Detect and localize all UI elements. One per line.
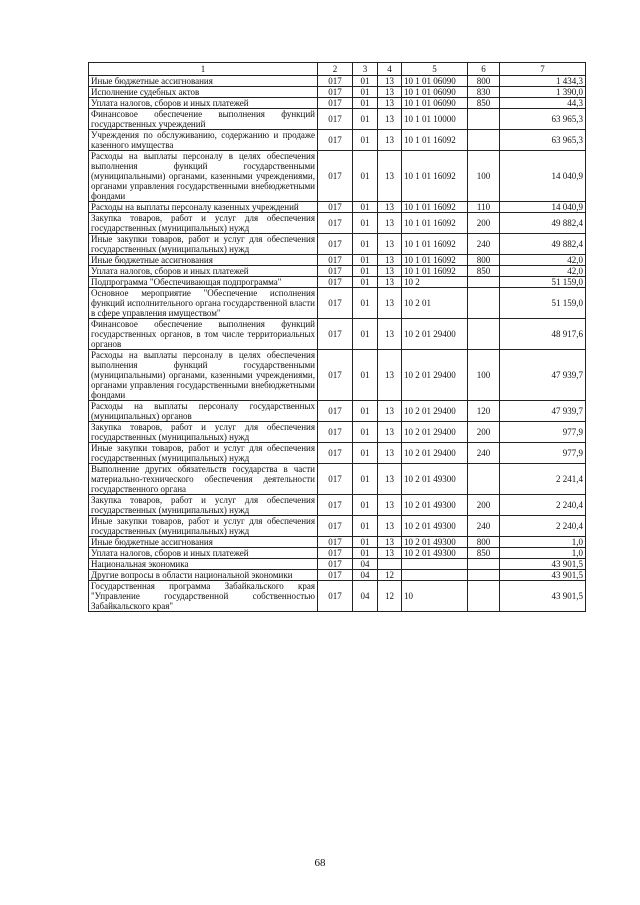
cell-section: 01 (353, 401, 378, 422)
cell-expense-type: 100 (468, 151, 500, 202)
cell-target-article (402, 559, 468, 570)
table-body (89, 76, 586, 612)
cell-name: Исполнение судебных актов (89, 87, 318, 98)
cell-section: 04 (353, 559, 378, 570)
cell-name: Расходы на выплаты персоналу в целях обеспечения выполнения функций государственными (муниципальными) органами, казенными учреждениями, органами управления государственными внебюджетными фондами (89, 350, 318, 401)
cell-subsection: 12 (378, 581, 402, 612)
cell-subsection: 13 (378, 422, 402, 443)
table-row (89, 570, 586, 581)
cell-name: Уплата налогов, сборов и иных платежей (89, 266, 318, 277)
cell-amount: 49 882,4 (500, 213, 586, 234)
cell-section: 01 (353, 213, 378, 234)
cell-target-article: 10 1 01 16092 (402, 255, 468, 266)
cell-expense-type: 850 (468, 266, 500, 277)
cell-ministry-code: 017 (318, 464, 353, 495)
cell-ministry-code: 017 (318, 548, 353, 559)
cell-subsection: 13 (378, 537, 402, 548)
cell-ministry-code: 017 (318, 151, 353, 202)
cell-name: Расходы на выплаты персоналу казенных учреждений (89, 202, 318, 213)
cell-ministry-code: 017 (318, 350, 353, 401)
page-number: 68 (314, 857, 326, 869)
cell-amount: 42,0 (500, 266, 586, 277)
table-row (89, 464, 586, 495)
cell-target-article: 10 2 01 49300 (402, 516, 468, 537)
table-row (89, 98, 586, 109)
cell-ministry-code: 017 (318, 277, 353, 288)
cell-target-article (402, 570, 468, 581)
table-row (89, 548, 586, 559)
table-row (89, 422, 586, 443)
table-row (89, 288, 586, 319)
cell-subsection: 12 (378, 570, 402, 581)
cell-section: 01 (353, 76, 378, 87)
cell-subsection: 13 (378, 213, 402, 234)
cell-name: Государственная программа Забайкальского края "Управление государственной собственностью Забайкальского края" (89, 581, 318, 612)
cell-expense-type: 850 (468, 98, 500, 109)
cell-subsection: 13 (378, 288, 402, 319)
cell-expense-type (468, 130, 500, 151)
cell-ministry-code: 017 (318, 255, 353, 266)
cell-subsection: 13 (378, 319, 402, 350)
cell-section: 01 (353, 255, 378, 266)
cell-target-article: 10 1 01 16092 (402, 130, 468, 151)
cell-name: Национальная экономика (89, 559, 318, 570)
cell-subsection: 13 (378, 98, 402, 109)
cell-target-article: 10 2 01 29400 (402, 443, 468, 464)
cell-section: 01 (353, 234, 378, 255)
cell-subsection: 13 (378, 76, 402, 87)
table-row (89, 130, 586, 151)
cell-amount: 51 159,0 (500, 277, 586, 288)
cell-ministry-code: 017 (318, 570, 353, 581)
cell-subsection: 13 (378, 109, 402, 130)
cell-expense-type (468, 109, 500, 130)
cell-ministry-code: 017 (318, 319, 353, 350)
cell-name: Иные бюджетные ассигнования (89, 537, 318, 548)
table-row (89, 559, 586, 570)
cell-expense-type: 240 (468, 516, 500, 537)
cell-section: 01 (353, 516, 378, 537)
cell-ministry-code: 017 (318, 202, 353, 213)
cell-subsection: 13 (378, 495, 402, 516)
cell-ministry-code: 017 (318, 213, 353, 234)
cell-target-article: 10 2 01 29400 (402, 422, 468, 443)
cell-name: Закупка товаров, работ и услуг для обеспечения государственных (муниципальных) нужд (89, 495, 318, 516)
cell-section: 01 (353, 495, 378, 516)
cell-amount: 977,9 (500, 443, 586, 464)
cell-section: 01 (353, 422, 378, 443)
table-row (89, 234, 586, 255)
cell-expense-type: 240 (468, 234, 500, 255)
cell-name: Финансовое обеспечение выполнения функций государственных учреждений (89, 109, 318, 130)
cell-expense-type (468, 319, 500, 350)
cell-expense-type: 120 (468, 401, 500, 422)
cell-subsection: 13 (378, 401, 402, 422)
cell-target-article: 10 1 01 06090 (402, 76, 468, 87)
cell-expense-type (468, 288, 500, 319)
cell-amount: 1,0 (500, 537, 586, 548)
cell-subsection: 13 (378, 255, 402, 266)
cell-amount: 2 240,4 (500, 495, 586, 516)
table-row (89, 109, 586, 130)
cell-subsection: 13 (378, 277, 402, 288)
cell-ministry-code: 017 (318, 109, 353, 130)
cell-name: Расходы на выплаты персоналу в целях обеспечения выполнения функций государственными (муниципальными) органами, казенными учреждениями, органами управления государственными внебюджетными фондами (89, 151, 318, 202)
cell-name: Иные закупки товаров, работ и услуг для обеспечения государственных (муниципальных) нужд (89, 443, 318, 464)
cell-ministry-code: 017 (318, 266, 353, 277)
cell-name: Учреждения по обслуживанию, содержанию и продаже казенного имущества (89, 130, 318, 151)
cell-name: Закупка товаров, работ и услуг для обеспечения государственных (муниципальных) нужд (89, 213, 318, 234)
cell-expense-type: 240 (468, 443, 500, 464)
cell-ministry-code: 017 (318, 516, 353, 537)
cell-amount: 47 939,7 (500, 350, 586, 401)
cell-amount: 43 901,5 (500, 581, 586, 612)
cell-target-article: 10 2 01 (402, 288, 468, 319)
header-cell-1: 1 (89, 63, 318, 76)
cell-expense-type (468, 277, 500, 288)
cell-ministry-code: 017 (318, 98, 353, 109)
cell-subsection: 13 (378, 202, 402, 213)
cell-amount: 43 901,5 (500, 570, 586, 581)
cell-amount: 2 240,4 (500, 516, 586, 537)
cell-ministry-code: 017 (318, 537, 353, 548)
cell-target-article: 10 2 01 49300 (402, 548, 468, 559)
header-cell-7: 7 (500, 63, 586, 76)
cell-section: 01 (353, 464, 378, 495)
cell-target-article: 10 2 01 49300 (402, 464, 468, 495)
cell-name: Основное мероприятие "Обеспечение исполнения функций исполнительного органа государственной власти в сфере управления имуществом" (89, 288, 318, 319)
header-cell-5: 5 (402, 63, 468, 76)
cell-expense-type: 800 (468, 537, 500, 548)
cell-amount: 1,0 (500, 548, 586, 559)
cell-name: Иные бюджетные ассигнования (89, 255, 318, 266)
header-cell-6: 6 (468, 63, 500, 76)
cell-expense-type: 200 (468, 422, 500, 443)
cell-ministry-code: 017 (318, 422, 353, 443)
cell-expense-type (468, 559, 500, 570)
cell-expense-type: 830 (468, 87, 500, 98)
cell-amount: 47 939,7 (500, 401, 586, 422)
cell-target-article: 10 2 (402, 277, 468, 288)
cell-name: Уплата налогов, сборов и иных платежей (89, 548, 318, 559)
cell-section: 01 (353, 443, 378, 464)
cell-target-article: 10 1 01 16092 (402, 151, 468, 202)
cell-ministry-code: 017 (318, 443, 353, 464)
cell-amount: 63 965,3 (500, 109, 586, 130)
cell-amount: 14 040,9 (500, 202, 586, 213)
cell-target-article: 10 2 01 29400 (402, 401, 468, 422)
cell-subsection: 13 (378, 516, 402, 537)
cell-expense-type: 200 (468, 213, 500, 234)
cell-section: 01 (353, 548, 378, 559)
cell-section: 01 (353, 319, 378, 350)
cell-target-article: 10 1 01 06090 (402, 87, 468, 98)
header-cell-2: 2 (318, 63, 353, 76)
table-row (89, 202, 586, 213)
cell-name: Другие вопросы в области национальной экономики (89, 570, 318, 581)
table-row (89, 266, 586, 277)
cell-name: Иные бюджетные ассигнования (89, 76, 318, 87)
cell-ministry-code: 017 (318, 495, 353, 516)
cell-amount: 44,3 (500, 98, 586, 109)
cell-name: Закупка товаров, работ и услуг для обеспечения государственных (муниципальных) нужд (89, 422, 318, 443)
cell-section: 01 (353, 109, 378, 130)
table-row (89, 443, 586, 464)
cell-amount: 63 965,3 (500, 130, 586, 151)
cell-subsection: 13 (378, 350, 402, 401)
table-row (89, 213, 586, 234)
cell-section: 01 (353, 266, 378, 277)
cell-subsection: 13 (378, 87, 402, 98)
header-cell-4: 4 (378, 63, 402, 76)
cell-ministry-code: 017 (318, 401, 353, 422)
cell-target-article: 10 2 01 29400 (402, 350, 468, 401)
table-row (89, 401, 586, 422)
cell-amount: 14 040,9 (500, 151, 586, 202)
table-row (89, 277, 586, 288)
cell-amount: 977,9 (500, 422, 586, 443)
cell-section: 01 (353, 87, 378, 98)
header-row (89, 63, 586, 76)
cell-expense-type (468, 581, 500, 612)
cell-target-article: 10 1 01 10000 (402, 109, 468, 130)
cell-ministry-code: 017 (318, 581, 353, 612)
cell-subsection: 13 (378, 464, 402, 495)
cell-target-article: 10 1 01 16092 (402, 234, 468, 255)
cell-expense-type (468, 464, 500, 495)
table-row (89, 495, 586, 516)
cell-ministry-code: 017 (318, 559, 353, 570)
cell-target-article: 10 1 01 16092 (402, 213, 468, 234)
cell-name: Уплата налогов, сборов и иных платежей (89, 98, 318, 109)
cell-expense-type: 110 (468, 202, 500, 213)
table-row (89, 581, 586, 612)
budget-table (88, 62, 586, 612)
cell-ministry-code: 017 (318, 234, 353, 255)
cell-name: Финансовое обеспечение выполнения функций государственных органов, в том числе территориальных органов (89, 319, 318, 350)
cell-expense-type: 800 (468, 255, 500, 266)
table-row (89, 516, 586, 537)
cell-name: Иные закупки товаров, работ и услуг для обеспечения государственных (муниципальных) нужд (89, 234, 318, 255)
cell-target-article: 10 (402, 581, 468, 612)
cell-section: 01 (353, 537, 378, 548)
cell-subsection (378, 559, 402, 570)
table-row (89, 537, 586, 548)
cell-ministry-code: 017 (318, 76, 353, 87)
cell-ministry-code: 017 (318, 87, 353, 98)
cell-target-article: 10 1 01 06090 (402, 98, 468, 109)
cell-section: 01 (353, 98, 378, 109)
cell-subsection: 13 (378, 266, 402, 277)
cell-section: 04 (353, 570, 378, 581)
cell-section: 01 (353, 350, 378, 401)
cell-section: 01 (353, 277, 378, 288)
cell-section: 04 (353, 581, 378, 612)
cell-expense-type: 200 (468, 495, 500, 516)
cell-section: 01 (353, 288, 378, 319)
header-cell-3: 3 (353, 63, 378, 76)
table-row (89, 255, 586, 266)
cell-subsection: 13 (378, 151, 402, 202)
cell-amount: 1 434,3 (500, 76, 586, 87)
cell-expense-type: 100 (468, 350, 500, 401)
cell-amount: 2 241,4 (500, 464, 586, 495)
cell-subsection: 13 (378, 443, 402, 464)
cell-amount: 51 159,0 (500, 288, 586, 319)
table-row (89, 319, 586, 350)
cell-expense-type: 850 (468, 548, 500, 559)
cell-subsection: 13 (378, 548, 402, 559)
cell-expense-type (468, 570, 500, 581)
cell-expense-type: 800 (468, 76, 500, 87)
cell-subsection: 13 (378, 130, 402, 151)
cell-subsection: 13 (378, 234, 402, 255)
cell-section: 01 (353, 130, 378, 151)
table-row (89, 350, 586, 401)
cell-ministry-code: 017 (318, 288, 353, 319)
cell-target-article: 10 1 01 16092 (402, 266, 468, 277)
cell-amount: 49 882,4 (500, 234, 586, 255)
cell-name: Расходы на выплаты персоналу государственных (муниципальных) органов (89, 401, 318, 422)
cell-ministry-code: 017 (318, 130, 353, 151)
cell-target-article: 10 2 01 49300 (402, 495, 468, 516)
table-row (89, 87, 586, 98)
table-row (89, 151, 586, 202)
cell-section: 01 (353, 202, 378, 213)
cell-amount: 43 901,5 (500, 559, 586, 570)
cell-name: Выполнение других обязательств государства в части материально-технического обеспечения деятельности государственного органа (89, 464, 318, 495)
cell-amount: 48 917,6 (500, 319, 586, 350)
cell-name: Иные закупки товаров, работ и услуг для обеспечения государственных (муниципальных) нужд (89, 516, 318, 537)
cell-target-article: 10 2 01 29400 (402, 319, 468, 350)
table-row (89, 76, 586, 87)
cell-target-article: 10 1 01 16092 (402, 202, 468, 213)
cell-name: Подпрограмма "Обеспечивающая подпрограмма" (89, 277, 318, 288)
cell-section: 01 (353, 151, 378, 202)
cell-target-article: 10 2 01 49300 (402, 537, 468, 548)
cell-amount: 1 390,0 (500, 87, 586, 98)
cell-amount: 42,0 (500, 255, 586, 266)
